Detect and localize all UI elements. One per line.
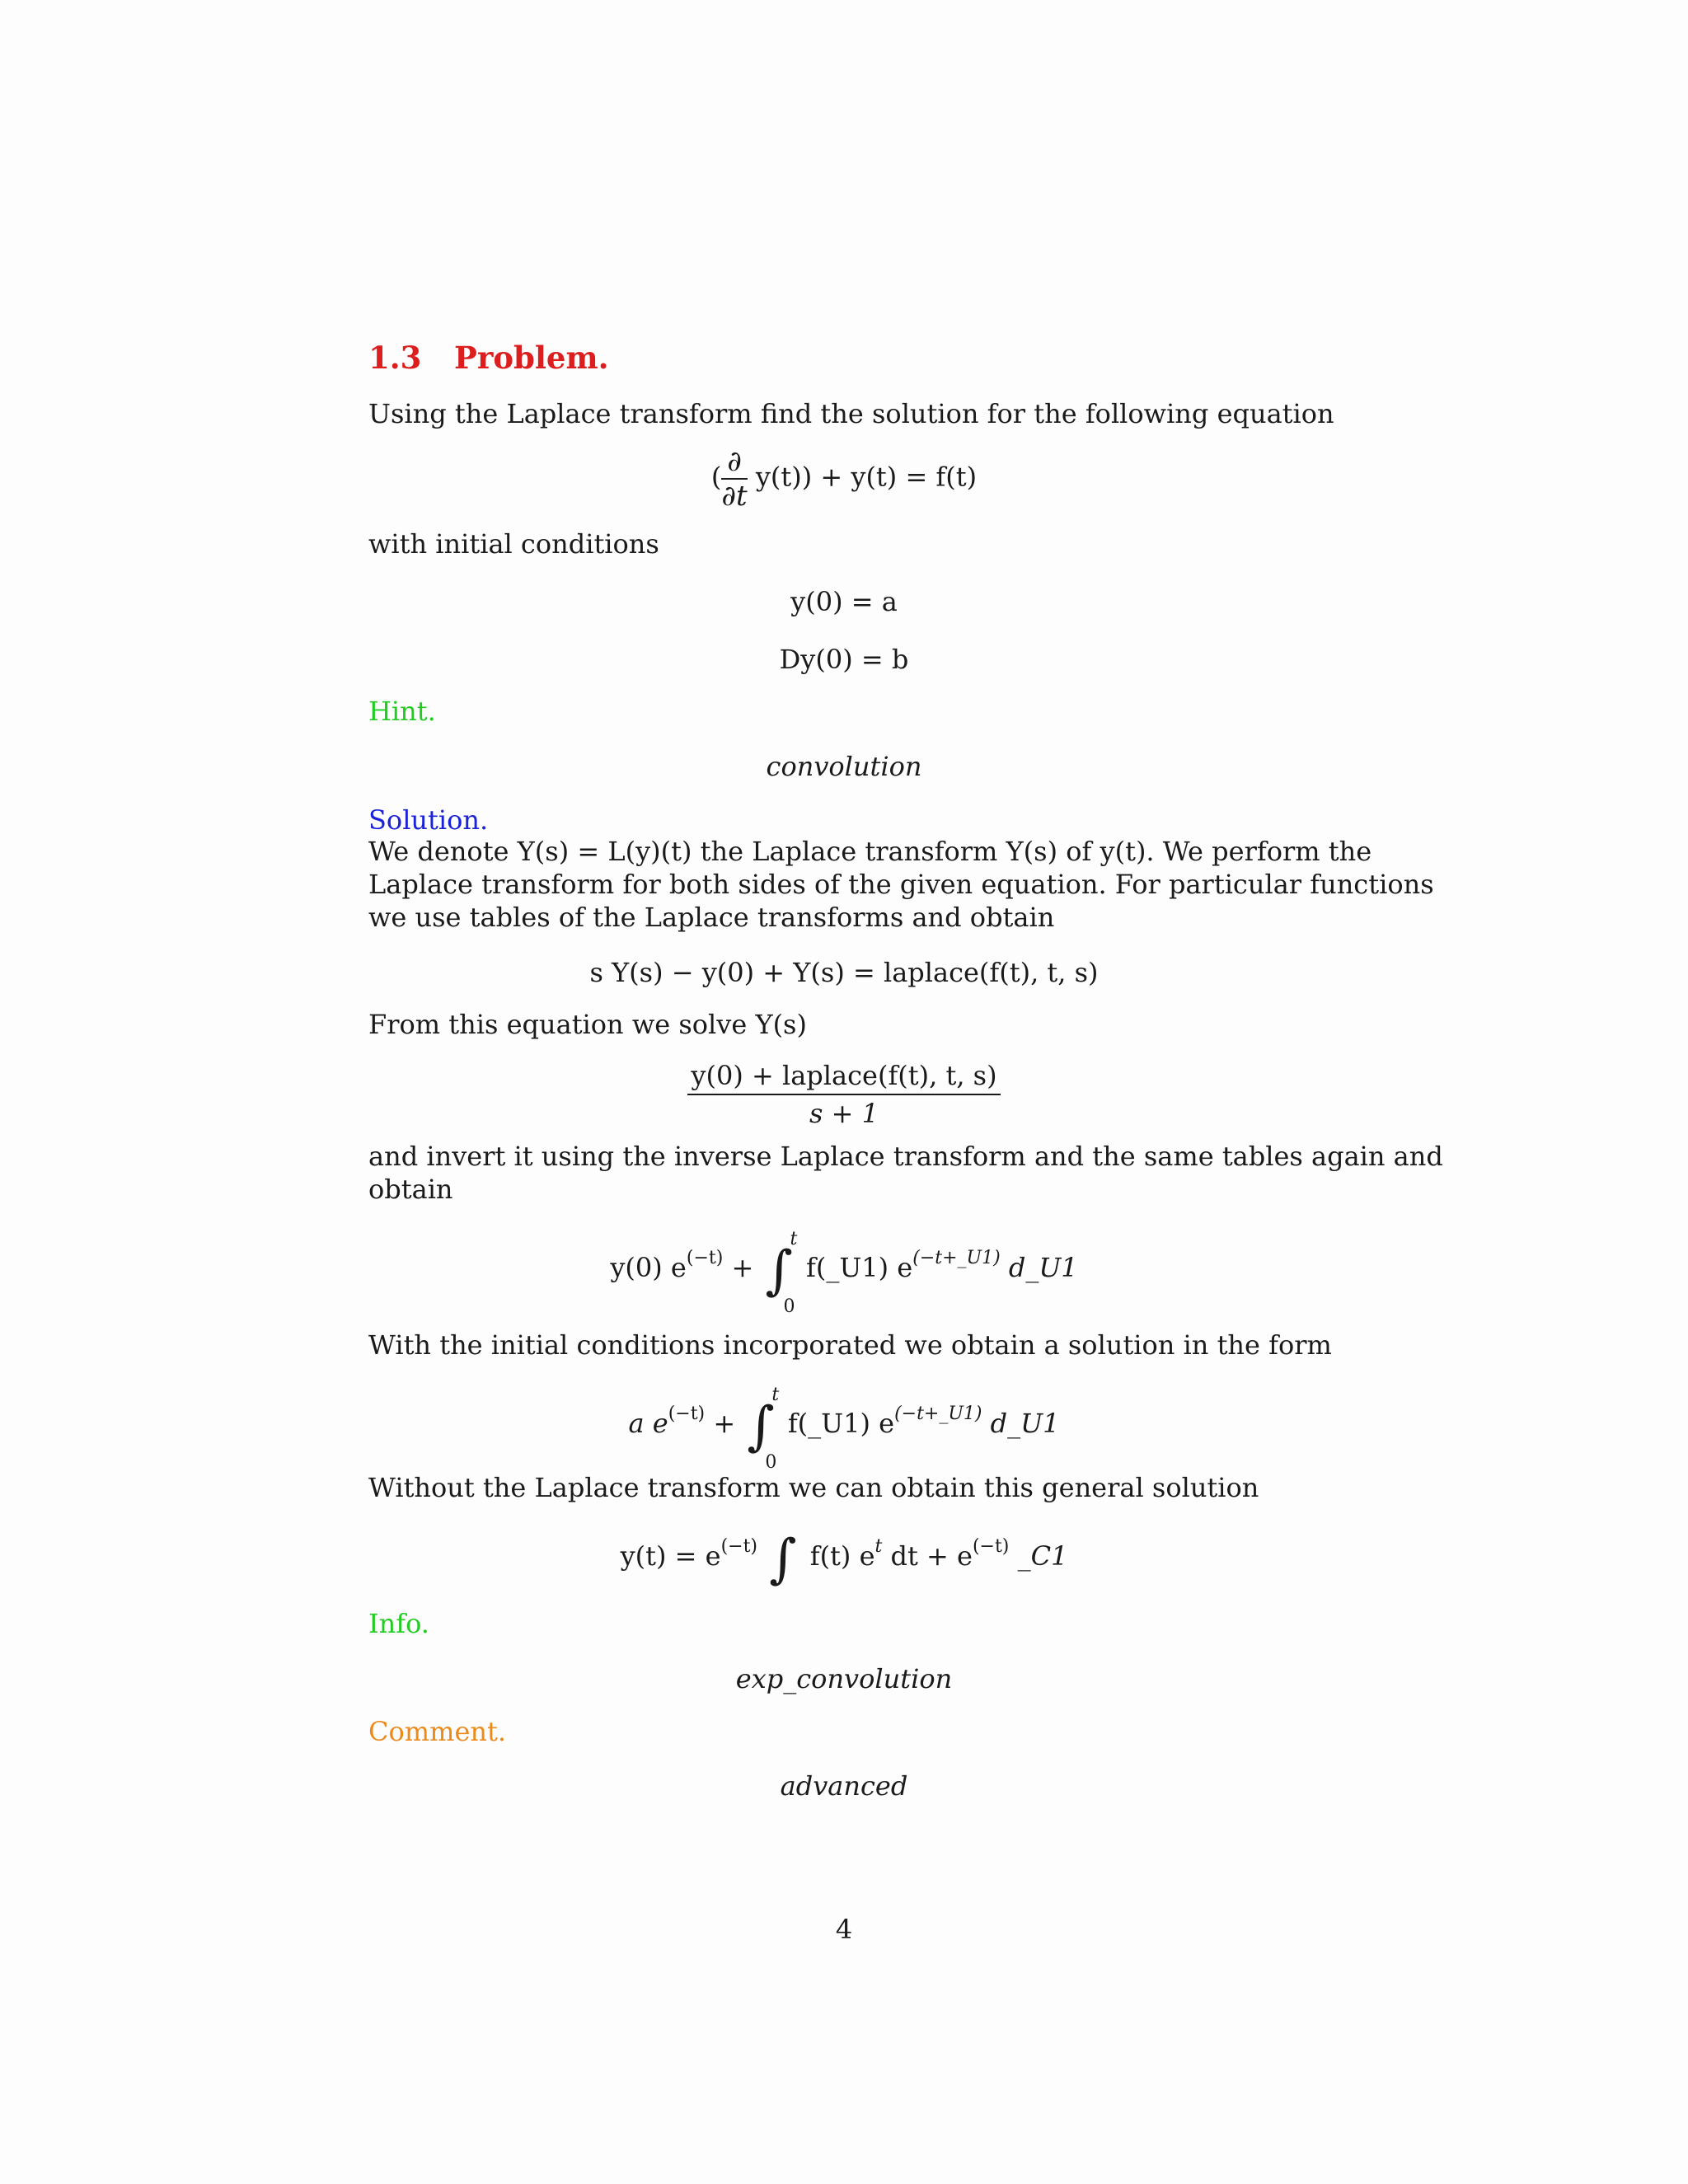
integral-lower-limit: 0 — [783, 1296, 795, 1317]
integrand: f(_U1) e — [805, 1252, 913, 1283]
solve-text: From this equation we solve Y(s) — [368, 1009, 807, 1040]
solution-line-1: We denote Y(s) = L(y)(t) the Laplace transform Y(s) of y(t). We perform the — [368, 836, 1372, 867]
hint-text: convolution — [766, 751, 922, 782]
solution-label: Solution. — [368, 804, 489, 836]
initial-conditions-label: with initial conditions — [368, 528, 659, 560]
ic-lead: a e — [628, 1408, 668, 1439]
info-text: exp_convolution — [735, 1663, 953, 1694]
general-exponent-1: (−t) — [720, 1536, 758, 1557]
inverse-lead-exponent: (−t) — [686, 1248, 724, 1268]
fraction-numerator: y(0) + laplace(f(t), t, s) — [687, 1059, 1000, 1095]
differential: d_U1 — [990, 1408, 1060, 1439]
ode-equation — [0, 447, 1688, 511]
invert-line-2: obtain — [368, 1174, 453, 1205]
ode-open-paren: ( — [710, 461, 722, 493]
integrand-exponent: (−t+_U1) — [912, 1248, 1001, 1268]
ic-incorporated-text: With the initial conditions incorporated we obtain a solution in the form — [368, 1329, 1332, 1361]
integral-sign: ∫ — [769, 1529, 797, 1590]
Ys-fraction — [0, 1059, 1688, 1130]
section-title: Problem. — [454, 340, 609, 376]
integrand-exponent: (−t+_U1) — [894, 1404, 982, 1424]
initial-condition-2: Dy(0) = b — [779, 644, 909, 675]
partial-numerator: ∂ — [721, 447, 747, 480]
hint-label: Hint. — [368, 696, 436, 727]
general-solution — [0, 1529, 1688, 1590]
comment-label: Comment. — [368, 1716, 507, 1747]
page-number: 4 — [835, 1914, 853, 1945]
integral-upper-limit: t — [771, 1385, 780, 1405]
partial-derivative — [721, 447, 747, 511]
initial-condition-1: y(0) = a — [790, 586, 898, 617]
integral-sign: ∫ t 0 — [765, 1254, 792, 1287]
invert-line-1: and invert it using the inverse Laplace transform and the same tables again and — [368, 1141, 1443, 1172]
comment-text: advanced — [780, 1770, 908, 1802]
integration-constant: _C1 — [1017, 1540, 1068, 1572]
fraction — [687, 1059, 1000, 1130]
ic-lead-exponent: (−t) — [668, 1404, 706, 1424]
ode-rest: y(t)) + y(t) = f(t) — [755, 461, 978, 493]
general-solution-text: Without the Laplace transform we can obtain this general solution — [368, 1472, 1259, 1503]
integral-sign: ∫ t 0 — [747, 1410, 774, 1443]
general-lhs: y(t) = e — [620, 1540, 721, 1572]
info-label: Info. — [368, 1608, 429, 1639]
transformed-equation: s Y(s) − y(0) + Y(s) = laplace(f(t), t, s) — [589, 957, 1099, 988]
inverse-result — [0, 1229, 1688, 1317]
solution-line-3: we use tables of the Laplace transforms and obtain — [368, 902, 1055, 933]
differential: d_U1 — [1008, 1252, 1078, 1283]
partial-denominator: ∂t — [721, 480, 748, 513]
general-integrand: f(t) e — [809, 1540, 875, 1572]
ic-result — [0, 1385, 1688, 1473]
solution-line-2: Laplace transform for both sides of the given equation. For particular functions — [368, 869, 1434, 900]
inverse-lead: y(0) e — [610, 1252, 687, 1283]
integral-upper-limit: t — [790, 1229, 798, 1249]
plus-sign: + — [731, 1252, 754, 1283]
section-number: 1.3 — [368, 340, 422, 376]
general-exponent-2: t — [874, 1536, 883, 1557]
integrand: f(_U1) e — [787, 1408, 895, 1439]
plus-sign: + — [713, 1408, 736, 1439]
intro-text: Using the Laplace transform find the solution for the following equation — [368, 398, 1334, 429]
general-exponent-3: (−t) — [972, 1536, 1010, 1557]
general-tail: dt + e — [890, 1540, 973, 1572]
integral-lower-limit: 0 — [765, 1452, 777, 1473]
section-heading — [368, 340, 609, 376]
fraction-denominator: s + 1 — [809, 1098, 879, 1129]
